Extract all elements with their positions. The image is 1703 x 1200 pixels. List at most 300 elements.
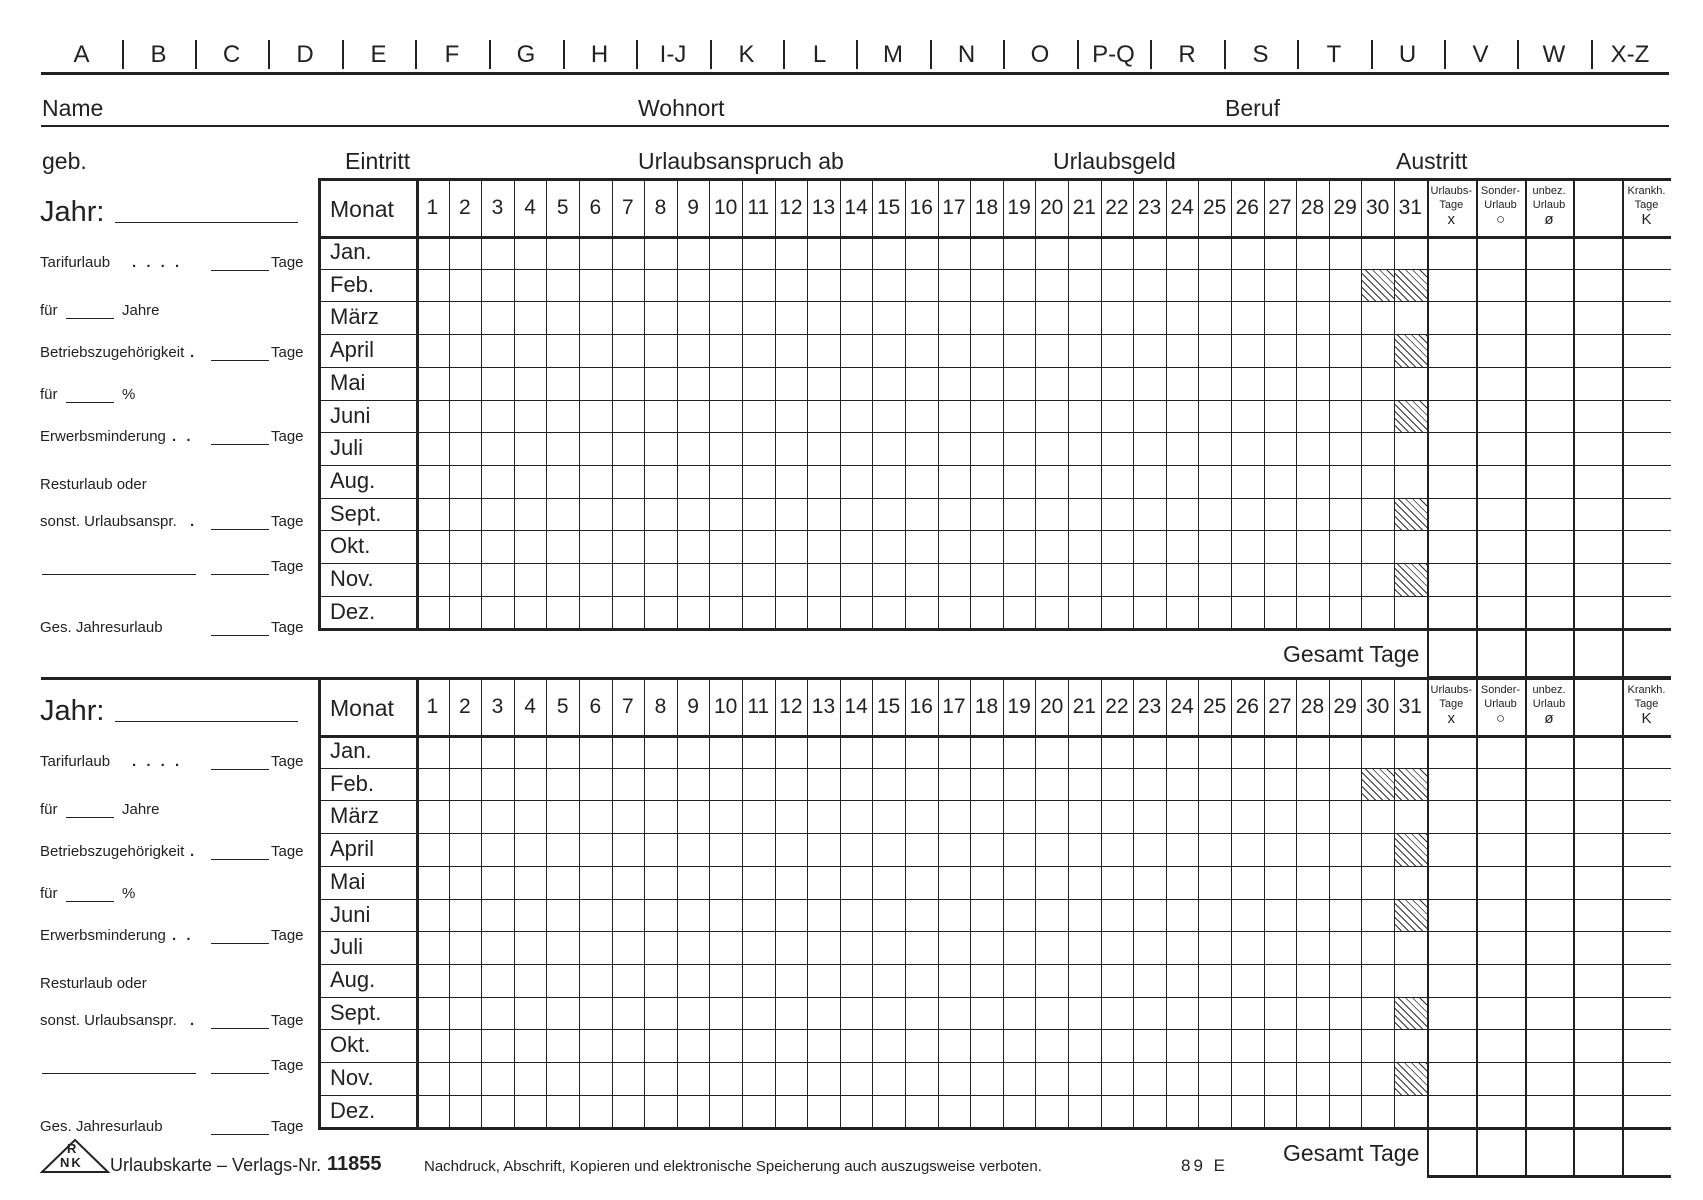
sonst-input[interactable] — [211, 1028, 269, 1029]
day-number: 8 — [654, 695, 667, 718]
alphabet-letter: L — [812, 41, 827, 68]
extra-column-line — [1525, 677, 1527, 1175]
day-number: 29 — [1333, 695, 1357, 718]
tage-label: Tage — [271, 513, 304, 530]
tage-label: Tage — [271, 428, 304, 445]
month-row-line — [318, 1062, 1671, 1063]
alphabet-separator — [856, 40, 858, 69]
column-symbol: ø — [1544, 211, 1554, 228]
extra-column-header — [1427, 184, 1476, 228]
day-number: 18 — [974, 196, 999, 219]
column-symbol: K — [1641, 211, 1652, 228]
custom-tage-input[interactable] — [211, 1073, 269, 1074]
invalid-day-hatch — [1395, 1063, 1427, 1095]
tage-label: Tage — [271, 344, 304, 361]
day-column-line — [775, 178, 776, 628]
alphabet-letter: O — [1030, 41, 1050, 68]
day-column-line — [1133, 178, 1134, 628]
jahr-label: Jahr: — [40, 196, 105, 228]
alphabet-separator — [489, 40, 491, 69]
jahr-label: Jahr: — [40, 695, 105, 727]
alphabet-underline — [41, 72, 1669, 75]
jahr-input-line[interactable] — [115, 721, 298, 722]
tarifurlaub-input[interactable] — [211, 769, 269, 770]
day-column-line — [1198, 178, 1199, 628]
alphabet-letter: U — [1398, 41, 1417, 68]
day-column-line — [807, 677, 808, 1127]
alphabet-letter: V — [1472, 41, 1489, 68]
name-label: Name — [42, 95, 104, 121]
sonst-label: sonst. Urlaubsanspr. — [40, 513, 177, 530]
day-number: 20 — [1040, 695, 1064, 718]
alphabet-letter: E — [370, 41, 387, 68]
day-column-line — [1035, 178, 1036, 628]
day-column-line — [1264, 677, 1265, 1127]
alphabet-letter: K — [738, 41, 755, 68]
jahr-input-line[interactable] — [115, 222, 298, 223]
alphabet-separator — [268, 40, 270, 69]
dots: . . . . — [132, 753, 183, 770]
tage-label: Tage — [271, 1012, 304, 1029]
tarifurlaub-label: Tarifurlaub — [40, 753, 111, 770]
day-number: 13 — [811, 695, 836, 718]
footer-notice: Nachdruck, Abschrift, Kopieren und elektronische Speicherung auch auszugsweise verboten. — [424, 1158, 1042, 1175]
day-number: 17 — [942, 196, 966, 219]
betrieb-input[interactable] — [211, 360, 269, 361]
custom-entry-input[interactable] — [42, 1073, 196, 1074]
extra-column-header — [1427, 683, 1476, 727]
custom-tage-input[interactable] — [211, 574, 269, 575]
column-header-line2: Tage — [1439, 199, 1464, 211]
alphabet-letter: I-J — [659, 41, 687, 68]
alphabet-separator — [1517, 40, 1519, 69]
month-row-line — [318, 997, 1671, 998]
column-header-line1: Sonder- — [1480, 185, 1521, 197]
ges-jahresurlaub-input[interactable] — [211, 635, 269, 636]
section-top-border — [318, 178, 1671, 181]
day-number: 21 — [1072, 695, 1096, 718]
fuer-label: für — [40, 801, 58, 818]
alphabet-separator — [636, 40, 638, 69]
month-row-line — [318, 301, 1671, 302]
footer-number: 11855 — [327, 1153, 382, 1175]
footer-code: 89 E — [1181, 1156, 1228, 1175]
day-column-line — [872, 178, 873, 628]
month-row-line — [318, 964, 1671, 965]
day-column-line — [1003, 178, 1004, 628]
urlaubsanspruch-label: Urlaubsanspruch ab — [638, 148, 844, 174]
column-header-line1: unbez. — [1532, 684, 1566, 696]
invalid-day-hatch — [1395, 834, 1427, 866]
day-column-line — [1231, 677, 1232, 1127]
alphabet-separator — [1591, 40, 1593, 69]
day-column-line — [1035, 677, 1036, 1127]
day-column-line — [677, 677, 678, 1127]
day-number: 31 — [1398, 196, 1422, 219]
month-label: Juni — [330, 402, 371, 428]
day-column-line — [644, 677, 645, 1127]
resturlaub-label: Resturlaub oder — [40, 975, 147, 992]
column-symbol: x — [1447, 211, 1456, 228]
day-number: 31 — [1398, 695, 1422, 718]
month-label: Okt. — [330, 1032, 371, 1058]
day-number: 26 — [1235, 196, 1259, 219]
day-column-line — [481, 178, 482, 628]
day-column-line — [1264, 178, 1265, 628]
day-column-line — [481, 677, 482, 1127]
prozent-label: % — [122, 386, 136, 403]
month-label: Okt. — [330, 533, 371, 559]
month-label: März — [330, 803, 379, 829]
month-label: März — [330, 304, 379, 330]
extra-column-line — [1622, 178, 1624, 676]
day-number: 22 — [1105, 695, 1129, 718]
jahre-input[interactable] — [66, 817, 114, 818]
day-number: 5 — [556, 196, 569, 219]
month-row-line — [318, 530, 1671, 531]
month-row-line — [318, 833, 1671, 834]
day-number: 27 — [1268, 695, 1292, 718]
column-header-line2: Urlaub — [1532, 698, 1566, 710]
tage-label: Tage — [271, 619, 304, 636]
betrieb-label: Betriebszugehörigkeit — [40, 843, 185, 860]
day-column-line — [1329, 178, 1330, 628]
logo-letter-top: R — [67, 1141, 77, 1156]
extra-column-line — [1427, 677, 1430, 1175]
column-header-line1: Krankh. — [1627, 185, 1666, 197]
day-column-line — [449, 178, 450, 628]
alphabet-separator — [1371, 40, 1373, 69]
month-row-line — [318, 1095, 1671, 1096]
day-column-line — [1296, 677, 1297, 1127]
alphabet-separator — [783, 40, 785, 69]
month-label: Jan. — [330, 239, 372, 264]
dots: . . — [172, 428, 194, 445]
extra-column-header — [1476, 184, 1525, 228]
day-number: 7 — [622, 695, 634, 718]
day-number: 24 — [1170, 695, 1194, 718]
month-label: Nov. — [330, 1065, 374, 1090]
alphabet-letter: W — [1542, 41, 1566, 68]
day-column-line — [970, 677, 971, 1127]
dot: . — [190, 1012, 195, 1029]
erwerb-input[interactable] — [211, 444, 269, 445]
day-column-line — [1231, 178, 1232, 628]
day-number: 16 — [909, 196, 933, 219]
day-number: 24 — [1170, 196, 1194, 219]
month-row-line — [318, 400, 1671, 401]
month-label: Feb. — [330, 271, 375, 297]
section-bottom-border — [318, 628, 1671, 631]
dots: . . — [172, 927, 194, 944]
alphabet-letter: H — [590, 41, 609, 68]
column-header-line2: Tage — [1634, 698, 1659, 710]
day-number: 3 — [491, 695, 504, 718]
extra-column-header — [1622, 184, 1671, 228]
day-column-line — [514, 178, 515, 628]
month-label: Dez. — [330, 598, 376, 624]
jahre-input[interactable] — [66, 318, 114, 319]
day-number: 12 — [779, 196, 803, 219]
column-symbol: K — [1641, 710, 1652, 727]
day-column-line — [1133, 677, 1134, 1127]
column-header-line1: Krankh. — [1627, 684, 1666, 696]
invalid-day-hatch — [1395, 900, 1427, 932]
invalid-day-hatch — [1395, 401, 1427, 433]
day-number: 15 — [877, 695, 901, 718]
day-number: 4 — [524, 196, 536, 219]
monat-header: Monat — [330, 196, 394, 222]
eintritt-label: Eintritt — [345, 148, 411, 174]
header-bottom-border — [416, 236, 1671, 239]
prozent-label: % — [122, 885, 136, 902]
column-symbol: x — [1447, 710, 1456, 727]
day-number: 3 — [491, 196, 504, 219]
day-column-line — [1166, 677, 1167, 1127]
day-number: 10 — [714, 695, 738, 718]
dot: . — [190, 344, 195, 361]
day-number: 28 — [1300, 196, 1325, 219]
alphabet-letter: G — [516, 41, 536, 68]
day-number: 19 — [1007, 196, 1031, 219]
day-number: 22 — [1105, 196, 1129, 219]
day-column-line — [970, 178, 971, 628]
month-label: Dez. — [330, 1097, 376, 1123]
section-top-border — [318, 677, 1671, 680]
betrieb-input[interactable] — [211, 859, 269, 860]
day-column-line — [1068, 178, 1069, 628]
day-number: 28 — [1300, 695, 1325, 718]
column-header-line1: Urlaubs- — [1430, 185, 1473, 197]
day-column-line — [546, 178, 547, 628]
dot: . — [190, 513, 195, 530]
column-header-line1: Sonder- — [1480, 684, 1521, 696]
day-number: 6 — [589, 196, 602, 219]
extra-column-line — [1573, 677, 1575, 1175]
alphabet-letter: C — [222, 41, 241, 68]
day-number: 15 — [877, 196, 901, 219]
alphabet-separator — [195, 40, 197, 69]
invalid-day-hatch — [1362, 769, 1394, 801]
erwerb-label: Erwerbsminderung — [40, 927, 166, 944]
day-column-line — [742, 677, 743, 1127]
footer-title: Urlaubskarte – Verlags-Nr. — [110, 1155, 322, 1175]
jahre-label: Jahre — [122, 801, 160, 818]
day-number: 23 — [1137, 695, 1162, 718]
day-column-line — [840, 178, 841, 628]
extra-column-header — [1525, 683, 1573, 727]
alphabet-separator — [122, 40, 124, 69]
day-column-line — [612, 178, 613, 628]
month-row-line — [318, 1029, 1671, 1030]
urlaubsgeld-label: Urlaubsgeld — [1053, 148, 1176, 174]
day-column-line — [1166, 178, 1167, 628]
month-label: Juli — [330, 934, 364, 960]
month-row-line — [318, 596, 1671, 597]
invalid-day-hatch — [1395, 998, 1427, 1030]
day-column-line — [905, 677, 906, 1127]
fuer-label: für — [40, 386, 58, 403]
day-column-line — [1068, 677, 1069, 1127]
day-column-line — [546, 677, 547, 1127]
day-column-line — [872, 677, 873, 1127]
day-number: 25 — [1203, 196, 1227, 219]
day-column-line — [775, 677, 776, 1127]
month-label: Aug. — [330, 467, 376, 493]
month-row-line — [318, 899, 1671, 900]
day-column-line — [938, 178, 939, 628]
day-column-line — [840, 677, 841, 1127]
month-label: Nov. — [330, 566, 374, 591]
day-number: 30 — [1366, 196, 1390, 219]
logo-letters-bottom: NK — [60, 1155, 83, 1170]
day-number: 4 — [524, 695, 536, 718]
tarifurlaub-input[interactable] — [211, 270, 269, 271]
ges-jahresurlaub-label: Ges. Jahresurlaub — [40, 619, 163, 636]
name-row-line — [41, 125, 1669, 127]
sonst-label: sonst. Urlaubsanspr. — [40, 1012, 177, 1029]
column-header-line2: Urlaub — [1532, 199, 1566, 211]
extra-column-line — [1622, 677, 1624, 1175]
day-number: 13 — [811, 196, 836, 219]
day-column-line — [905, 178, 906, 628]
tage-label: Tage — [271, 927, 304, 944]
invalid-day-hatch — [1395, 564, 1427, 596]
day-column-line — [579, 677, 580, 1127]
alphabet-separator — [1444, 40, 1446, 69]
day-column-line — [579, 178, 580, 628]
day-column-line — [1361, 178, 1362, 628]
column-header-line2: Urlaub — [1484, 698, 1517, 710]
alphabet-separator — [1297, 40, 1299, 69]
ges-jahresurlaub-label: Ges. Jahresurlaub — [40, 1118, 163, 1135]
day-column-line — [612, 677, 613, 1127]
alphabet-separator — [1077, 40, 1079, 69]
fuer-label: für — [40, 885, 58, 902]
prozent-input[interactable] — [66, 901, 114, 902]
ges-jahresurlaub-input[interactable] — [211, 1134, 269, 1135]
extra-column-header — [1525, 184, 1573, 228]
month-row-line — [318, 269, 1671, 270]
column-header-line2: Tage — [1439, 698, 1464, 710]
dots: . . . . — [132, 254, 183, 271]
day-column-line — [1101, 178, 1102, 628]
section-divider — [41, 677, 321, 680]
day-column-line — [677, 178, 678, 628]
day-number: 17 — [942, 695, 966, 718]
beruf-label: Beruf — [1225, 95, 1280, 121]
gesamt-tage-label: Gesamt Tage — [1283, 1140, 1420, 1167]
day-column-line — [1329, 677, 1330, 1127]
alphabet-separator — [1224, 40, 1226, 69]
month-row-line — [318, 563, 1671, 564]
month-row-line — [318, 334, 1671, 335]
day-number: 29 — [1333, 196, 1357, 219]
alphabet-letter: T — [1326, 41, 1342, 68]
dot: . — [190, 843, 195, 860]
alphabet-separator — [342, 40, 344, 69]
day-column-line — [514, 677, 515, 1127]
resturlaub-label: Resturlaub oder — [40, 476, 147, 493]
day-number: 20 — [1040, 196, 1064, 219]
month-label: Mai — [330, 369, 366, 395]
month-row-line — [318, 367, 1671, 368]
day-number: 23 — [1137, 196, 1162, 219]
day-column-line — [1296, 178, 1297, 628]
prozent-input[interactable] — [66, 402, 114, 403]
alphabet-separator — [930, 40, 932, 69]
day-column-line — [1101, 677, 1102, 1127]
day-number: 8 — [654, 196, 667, 219]
gesamt-bottom-border — [1427, 1175, 1671, 1178]
month-label: Feb. — [330, 770, 375, 796]
invalid-day-hatch — [1395, 270, 1427, 302]
month-label: Jan. — [330, 738, 372, 763]
column-symbol: ○ — [1495, 211, 1506, 228]
day-column-line — [1003, 677, 1004, 1127]
day-column-line — [449, 677, 450, 1127]
day-number: 30 — [1366, 695, 1390, 718]
betrieb-label: Betriebszugehörigkeit — [40, 344, 185, 361]
month-row-line — [318, 768, 1671, 769]
month-label: Aug. — [330, 966, 376, 992]
extra-column-line — [1525, 178, 1527, 676]
month-row-line — [318, 866, 1671, 867]
sonst-input[interactable] — [211, 529, 269, 530]
month-row-line — [318, 432, 1671, 433]
day-number: 11 — [747, 196, 770, 219]
alphabet-letter: A — [73, 41, 90, 68]
erwerb-input[interactable] — [211, 943, 269, 944]
alphabet-separator — [415, 40, 417, 69]
column-symbol: ○ — [1495, 710, 1506, 727]
alphabet-separator — [563, 40, 565, 69]
alphabet-letter: N — [957, 41, 976, 68]
day-number: 5 — [556, 695, 569, 718]
wohnort-label: Wohnort — [638, 95, 725, 121]
invalid-day-hatch — [1395, 769, 1427, 801]
tage-label: Tage — [271, 558, 304, 575]
erwerb-label: Erwerbsminderung — [40, 428, 166, 445]
section-bottom-border — [318, 1127, 1671, 1130]
austritt-label: Austritt — [1396, 148, 1468, 174]
month-label: Mai — [330, 868, 366, 894]
day-number: 26 — [1235, 695, 1259, 718]
day-number: 9 — [687, 196, 699, 219]
extra-column-header — [1622, 683, 1671, 727]
day-column-line — [1198, 677, 1199, 1127]
alphabet-letter: B — [150, 41, 167, 68]
alphabet-separator — [710, 40, 712, 69]
day-column-line — [742, 178, 743, 628]
day-number: 14 — [844, 695, 868, 718]
column-symbol: ø — [1544, 710, 1554, 727]
alphabet-letter: M — [883, 41, 903, 68]
tage-label: Tage — [271, 843, 304, 860]
day-number: 9 — [687, 695, 699, 718]
alphabet-letter: X-Z — [1610, 41, 1650, 68]
day-number: 7 — [622, 196, 634, 219]
day-column-line — [644, 178, 645, 628]
extra-column-line — [1573, 178, 1575, 676]
column-header-line2: Tage — [1634, 199, 1659, 211]
day-number: 2 — [459, 196, 471, 219]
custom-entry-input[interactable] — [42, 574, 196, 575]
day-number: 18 — [974, 695, 999, 718]
alphabet-letter: P-Q — [1092, 41, 1135, 68]
invalid-day-hatch — [1395, 499, 1427, 531]
alphabet-letter: R — [1178, 41, 1196, 68]
